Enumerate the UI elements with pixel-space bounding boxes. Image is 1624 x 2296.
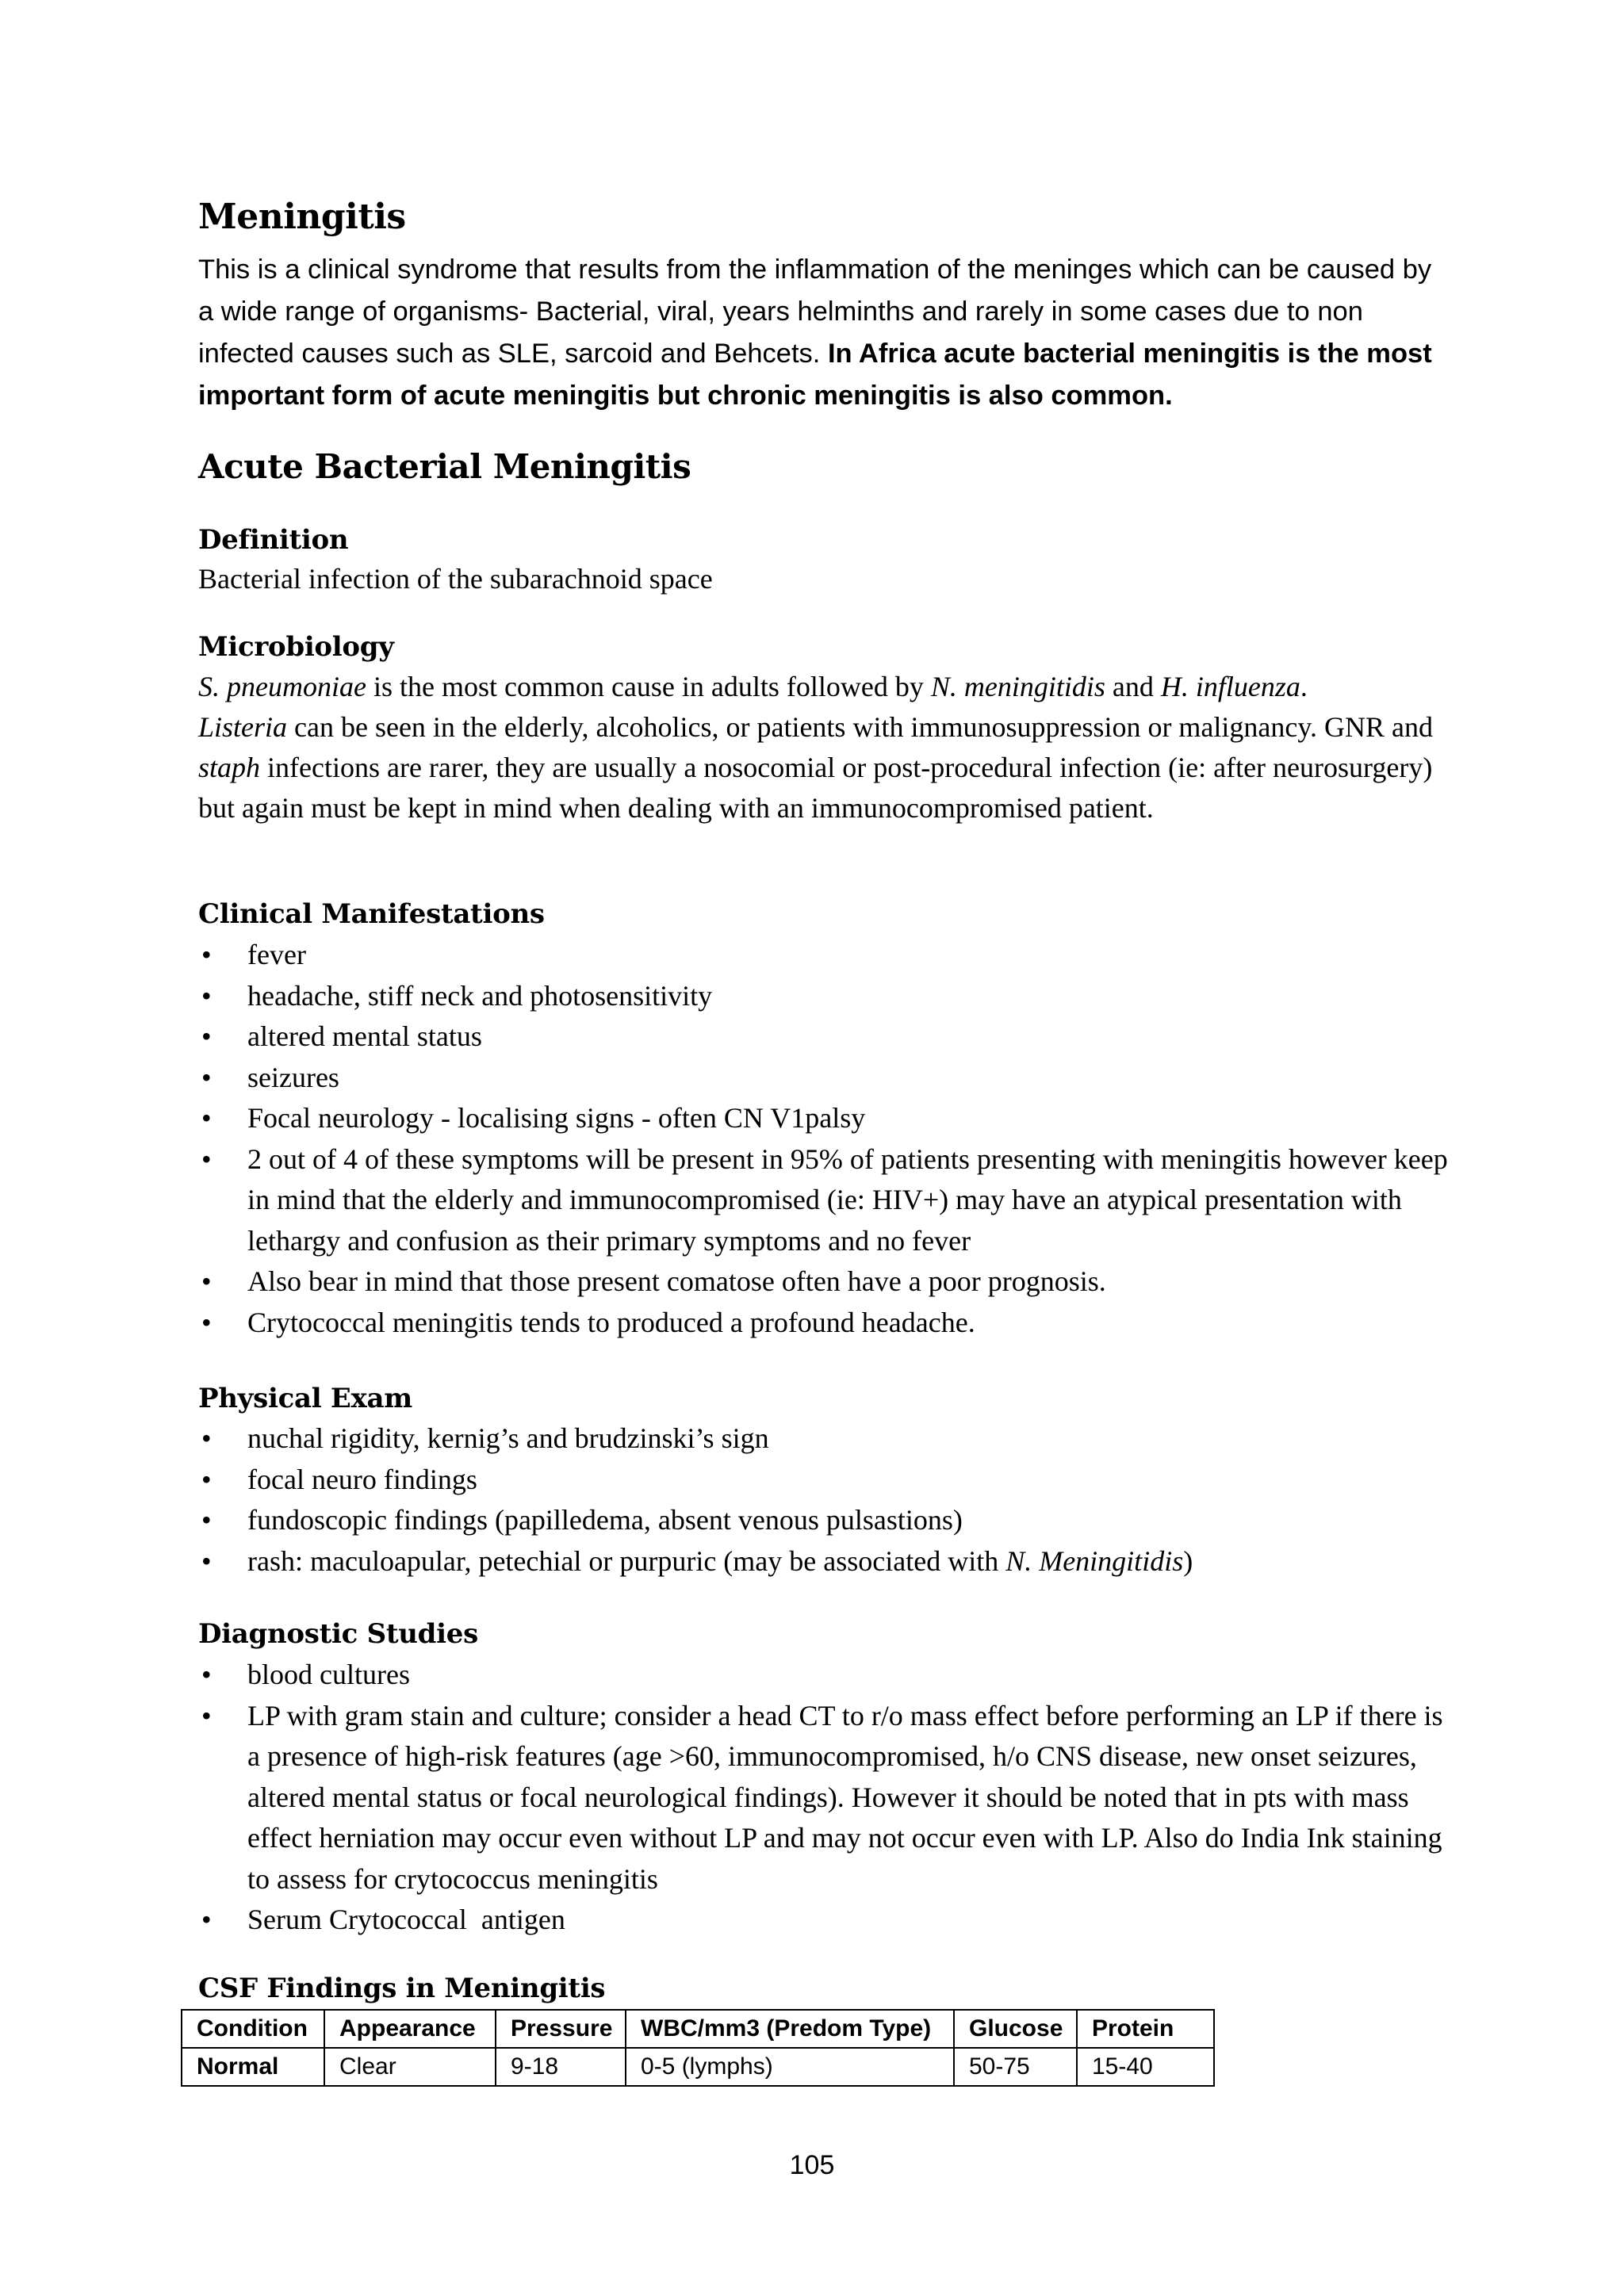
organism-staph: staph xyxy=(198,752,261,783)
microbiology-text-4: can be seen in the elderly, alcoholics, or patients with immunosuppression or malignancy. GNR and xyxy=(287,711,1434,743)
column-header: Condition xyxy=(182,2010,324,2048)
column-header: Protein xyxy=(1077,2010,1214,2048)
table-row xyxy=(182,2048,1214,2086)
intro-text: This is a clinical syndrome that results from the inflammation of the meninges which can be caused by a wide range of organisms- Bacterial, viral, years helminths and rarely in some cases due to non infected causes such as SLE, sarcoid and Behcets. xyxy=(198,254,1432,369)
definition-heading: Definition xyxy=(198,524,349,556)
list-item: • altered mental status xyxy=(198,1016,1451,1058)
physical-exam-list xyxy=(198,1418,1451,1582)
list-item: • fundoscopic findings (papilledema, absent venous pulsastions) xyxy=(198,1500,1451,1541)
microbiology-heading: Microbiology xyxy=(198,631,394,663)
table-cell: 15-40 xyxy=(1077,2048,1214,2086)
list-item: • Also bear in mind that those present comatose often have a poor prognosis. xyxy=(198,1261,1451,1303)
microbiology-text-5: infections are rarer, they are usually a nosocomial or post-procedural infection (ie: after neurosurgery) but again must be kept in mind when dealing with an immunocompromised patient. xyxy=(198,752,1433,824)
table-cell: Clear xyxy=(324,2048,496,2086)
list-item: • Crytococcal meningitis tends to produced a profound headache. xyxy=(198,1303,1451,1344)
list-item: • Focal neurology - localising signs - often CN V1palsy xyxy=(198,1098,1451,1139)
page-number: 105 xyxy=(789,2150,835,2180)
rash-end: ) xyxy=(1183,1544,1193,1577)
definition-text: Bacterial infection of the subarachnoid space xyxy=(198,563,713,595)
physical-exam-heading: Physical Exam xyxy=(198,1383,412,1414)
organism-s-pneumoniae: S. pneumoniae xyxy=(198,671,366,702)
list-item xyxy=(198,1541,1451,1582)
table-cell: 50-75 xyxy=(954,2048,1077,2086)
table-cell: Normal xyxy=(182,2048,324,2086)
column-header: Glucose xyxy=(954,2010,1077,2048)
column-header: Pressure xyxy=(496,2010,626,2048)
list-item: • seizures xyxy=(198,1058,1451,1099)
column-header: WBC/mm3 (Predom Type) xyxy=(626,2010,954,2048)
list-item: • LP with gram stain and culture; consider a head CT to r/o mass effect before performing an LP if there is a presence of high-risk features (age >60, immunocompromised, h/o CNS disease, new onset seizures, altered mental status or focal neurological findings). However it should be noted that in pts with mass effect herniation may occur even without LP and may not occur even with LP. Also do India Ink staining to assess for crytococcus meningitis xyxy=(198,1696,1451,1900)
intro-bold-text: In Africa acute bacterial meningitis is the most important form of acute meningitis but chronic meningitis is also common. xyxy=(198,339,1432,411)
intro-paragraph xyxy=(198,249,1435,417)
column-header: Appearance xyxy=(324,2010,496,2048)
microbiology-paragraph xyxy=(198,667,1451,828)
list-item: • blood cultures xyxy=(198,1655,1451,1696)
rash-organism: N. Meningitidis xyxy=(1005,1544,1184,1577)
list-item: • focal neuro findings xyxy=(198,1460,1451,1501)
organism-n-meningitidis: N. meningitidis xyxy=(930,671,1105,702)
microbiology-text-3: . xyxy=(1300,671,1308,702)
table-cell: 0-5 (lymphs) xyxy=(626,2048,954,2086)
table-header-row xyxy=(182,2010,1214,2048)
diagnostic-list xyxy=(198,1655,1451,1941)
microbiology-text-1: is the most common cause in adults followed by xyxy=(366,671,931,702)
list-item: • Serum Crytococcal antigen xyxy=(198,1900,1451,1941)
table-cell: 9-18 xyxy=(496,2048,626,2086)
clinical-list xyxy=(198,935,1451,1343)
page-title: Meningitis xyxy=(198,197,406,237)
organism-listeria: Listeria xyxy=(198,711,288,743)
clinical-heading: Clinical Manifestations xyxy=(198,898,545,930)
list-item: • nuchal rigidity, kernig’s and brudzinski’s sign xyxy=(198,1418,1451,1460)
section-title: Acute Bacterial Meningitis xyxy=(198,447,691,486)
diagnostic-heading: Diagnostic Studies xyxy=(198,1618,478,1650)
csf-heading: CSF Findings in Meningitis xyxy=(198,1973,606,2004)
organism-h-influenza: H. influenza xyxy=(1160,671,1300,702)
list-item: • 2 out of 4 of these symptoms will be present in 95% of patients presenting with meningitis however keep in mind that the elderly and immunocompromised (ie: HIV+) may have an atypical presentation with lethargy and confusion as their primary symptoms and no fever xyxy=(198,1139,1451,1262)
csf-table xyxy=(181,2009,1215,2087)
microbiology-text-2: and xyxy=(1105,671,1161,702)
rash-text: rash: maculoapular, petechial or purpuric (may be associated with xyxy=(247,1544,1006,1577)
list-item: • headache, stiff neck and photosensitivity xyxy=(198,976,1451,1017)
list-item: • fever xyxy=(198,935,1451,976)
